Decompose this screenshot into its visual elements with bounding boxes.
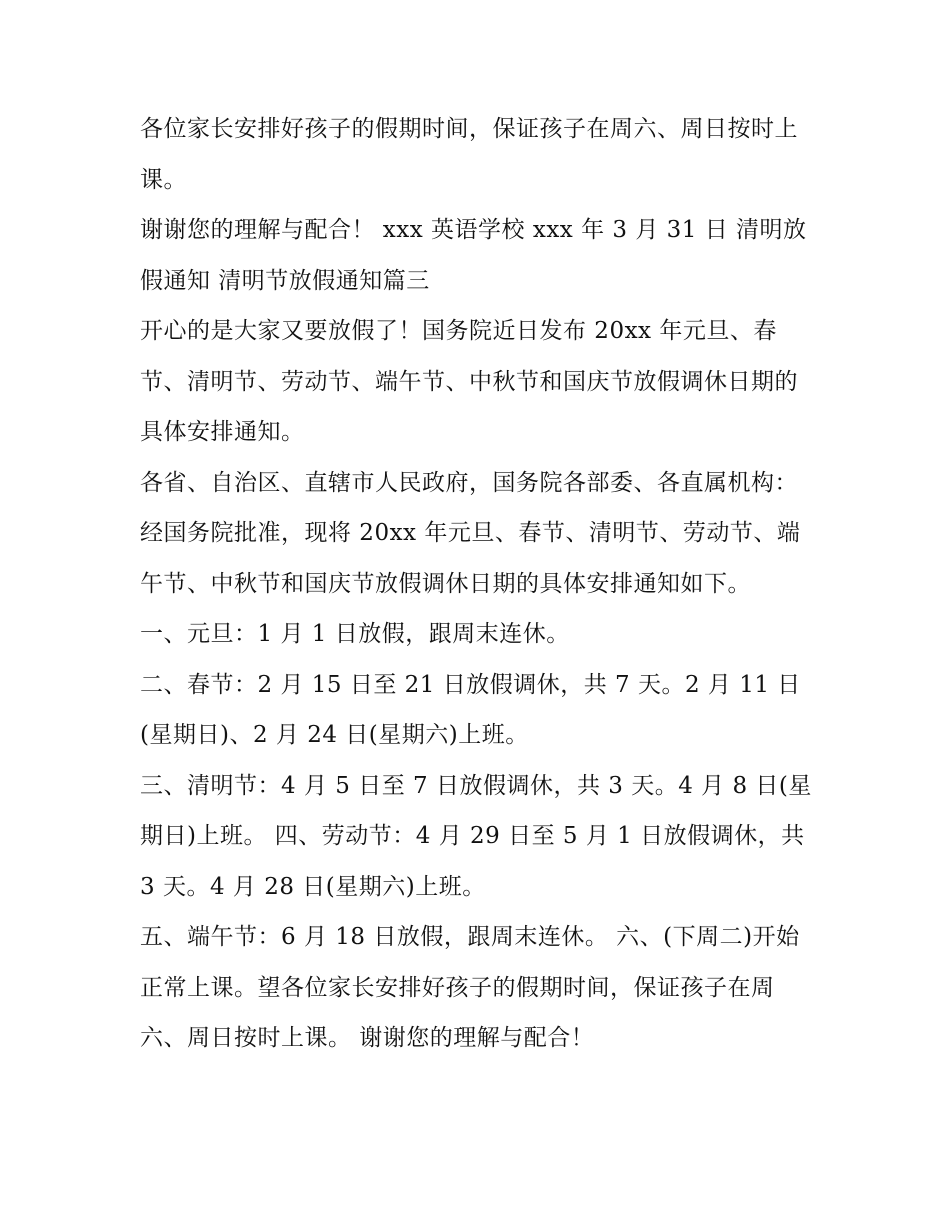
- document-body: [140, 104, 816, 1064]
- paragraph: 一、元旦：1 月 1 日放假，跟周末连休。: [140, 621, 570, 647]
- paragraph: 五、端午节：6 月 18 日放假，跟周末连休。 六、(下周二)开始正常上课。望各位家长安排好孩子的假期时间，保证孩子在周六、周日按时上课。 谢谢您的理解与配合！: [140, 924, 800, 1051]
- paragraph: 经国务院批准，现将 20xx 年元旦、春节、清明节、劳动节、端午节、中秋节和国庆节放假调休日期的具体安排通知如下。: [140, 520, 801, 597]
- paragraph: 各位家长安排好孩子的假期时间，保证孩子在周六、周日按时上课。: [140, 116, 798, 193]
- paragraph: 谢谢您的理解与配合！ xxx 英语学校 xxx 年 3 月 31 日 清明放假通知 清明节放假通知篇三: [140, 217, 807, 294]
- paragraph: 开心的是大家又要放假了！国务院近日发布 20xx 年元旦、春节、清明节、劳动节、端午节、中秋节和国庆节放假调休日期的具体安排通知。: [140, 318, 798, 445]
- paragraph: 三、清明节：4 月 5 日至 7 日放假调休，共 3 天。4 月 8 日(星期日)上班。 四、劳动节：4 月 29 日至 5 月 1 日放假调休，共 3 天。4 月 28 日(星期六)上班。: [140, 772, 813, 900]
- paragraph: 各省、自治区、直辖市人民政府，国务院各部委、各直属机构：: [140, 469, 798, 496]
- paragraph: 二、春节：2 月 15 日至 21 日放假调休，共 7 天。2 月 11 日(星期日)、2 月 24 日(星期六)上班。: [140, 671, 801, 748]
